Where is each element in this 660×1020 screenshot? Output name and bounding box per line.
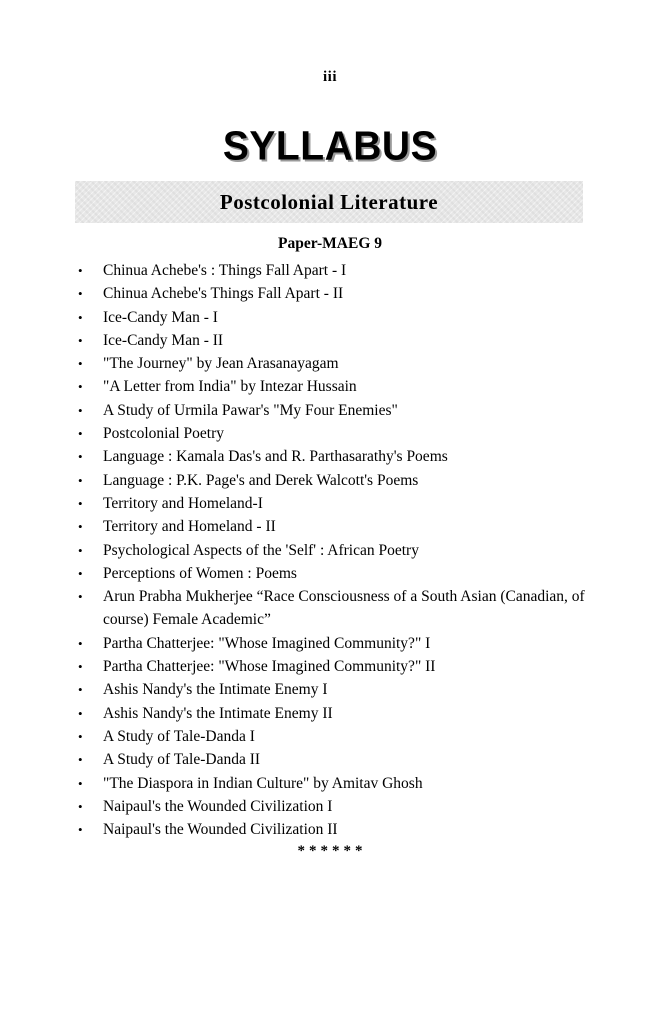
list-item-text: Ice-Candy Man - I bbox=[103, 308, 218, 326]
bullet-icon: • bbox=[78, 495, 83, 511]
bullet-icon: • bbox=[78, 449, 83, 465]
list-item bbox=[78, 352, 598, 375]
list-item-text: A Study of Tale-Danda II bbox=[103, 751, 261, 769]
bullet-icon: • bbox=[78, 728, 83, 744]
bullet-icon: • bbox=[78, 682, 83, 698]
list-item bbox=[78, 678, 598, 701]
list-item bbox=[78, 795, 598, 818]
page-title: SYLLABUS bbox=[222, 123, 438, 170]
list-item-text: "The Diaspora in Indian Culture" by Amitav Ghosh bbox=[103, 774, 423, 792]
list-item-text: Psychological Aspects of the 'Self' : African Poetry bbox=[103, 541, 419, 559]
page-number: iii bbox=[322, 69, 337, 85]
list-item bbox=[78, 539, 598, 562]
list-item-text: Postcolonial Poetry bbox=[103, 425, 224, 443]
list-item-text: Ashis Nandy's the Intimate Enemy II bbox=[103, 704, 333, 722]
list-item-text: Partha Chatterjee: "Whose Imagined Community?" I bbox=[103, 634, 431, 652]
list-item-text: "A Letter from India" by Intezar Hussain bbox=[103, 378, 357, 396]
list-item-text: Partha Chatterjee: "Whose Imagined Community?" II bbox=[103, 658, 436, 676]
list-item bbox=[78, 445, 598, 468]
bullet-icon: • bbox=[78, 565, 83, 581]
bullet-icon: • bbox=[78, 263, 83, 278]
bullet-icon: • bbox=[78, 332, 83, 348]
list-item bbox=[78, 702, 598, 725]
list-item-text: Arun Prabha Mukherjee “Race Consciousness of a South Asian (Canadian, of course) Female Academic” bbox=[103, 588, 585, 629]
list-item bbox=[78, 562, 598, 585]
list-item-text: Territory and Homeland-I bbox=[103, 494, 263, 512]
paper-heading: Paper-MAEG 9 bbox=[277, 235, 383, 252]
bullet-icon: • bbox=[78, 542, 83, 558]
bullet-icon: • bbox=[78, 519, 83, 535]
list-item bbox=[78, 632, 598, 655]
list-item bbox=[78, 375, 598, 398]
bullet-icon: • bbox=[78, 775, 83, 791]
bullet-icon: • bbox=[78, 635, 83, 651]
list-item bbox=[78, 725, 598, 748]
section-banner-title: Postcolonial Literature bbox=[219, 189, 439, 214]
list-item bbox=[78, 422, 598, 445]
bullet-icon: • bbox=[78, 402, 83, 418]
list-item-text: Language : P.K. Page's and Derek Walcott's Poems bbox=[103, 471, 419, 489]
list-item bbox=[78, 748, 598, 771]
list-item bbox=[78, 515, 598, 538]
list-item bbox=[78, 259, 598, 282]
bullet-icon: • bbox=[78, 472, 83, 488]
list-item-text: Perceptions of Women : Poems bbox=[103, 564, 297, 582]
bullet-icon: • bbox=[78, 659, 83, 675]
list-item bbox=[78, 329, 598, 352]
list-item bbox=[78, 772, 598, 795]
bullet-icon: • bbox=[78, 752, 83, 768]
list-item bbox=[78, 655, 598, 678]
syllabus-list bbox=[0, 259, 660, 841]
bullet-icon: • bbox=[78, 589, 83, 605]
list-item-text: A Study of Urmila Pawar's "My Four Enemies" bbox=[103, 401, 398, 419]
bullet-icon: • bbox=[78, 286, 83, 302]
list-item-text: Chinua Achebe's : Things Fall Apart - I bbox=[103, 262, 347, 279]
list-item bbox=[78, 306, 598, 329]
list-item-text: Language : Kamala Das's and R. Parthasarathy's Poems bbox=[103, 448, 448, 466]
footer-asterisks: ****** bbox=[297, 843, 367, 860]
bullet-icon: • bbox=[78, 379, 83, 395]
list-item-text: Chinua Achebe's Things Fall Apart - II bbox=[103, 285, 344, 303]
list-item-text: "The Journey" by Jean Arasanayagam bbox=[103, 355, 339, 373]
list-item bbox=[78, 585, 598, 632]
list-item bbox=[78, 282, 598, 305]
list-item bbox=[78, 818, 598, 841]
section-banner bbox=[75, 181, 583, 223]
list-item-text: Ice-Candy Man - II bbox=[103, 331, 224, 349]
list-item-text: Territory and Homeland - II bbox=[103, 518, 276, 536]
list-item-text: A Study of Tale-Danda I bbox=[103, 727, 255, 745]
bullet-icon: • bbox=[78, 356, 83, 372]
bullet-icon: • bbox=[78, 798, 83, 814]
list-item bbox=[78, 492, 598, 515]
list-item-text: Naipaul's the Wounded Civilization I bbox=[103, 797, 333, 815]
bullet-icon: • bbox=[78, 822, 83, 838]
bullet-icon: • bbox=[78, 705, 83, 721]
list-item bbox=[78, 399, 598, 422]
list-item-text: Naipaul's the Wounded Civilization II bbox=[103, 821, 338, 839]
list-item bbox=[78, 469, 598, 492]
bullet-icon: • bbox=[78, 309, 83, 325]
bullet-icon: • bbox=[78, 426, 83, 442]
list-item-text: Ashis Nandy's the Intimate Enemy I bbox=[103, 681, 328, 699]
